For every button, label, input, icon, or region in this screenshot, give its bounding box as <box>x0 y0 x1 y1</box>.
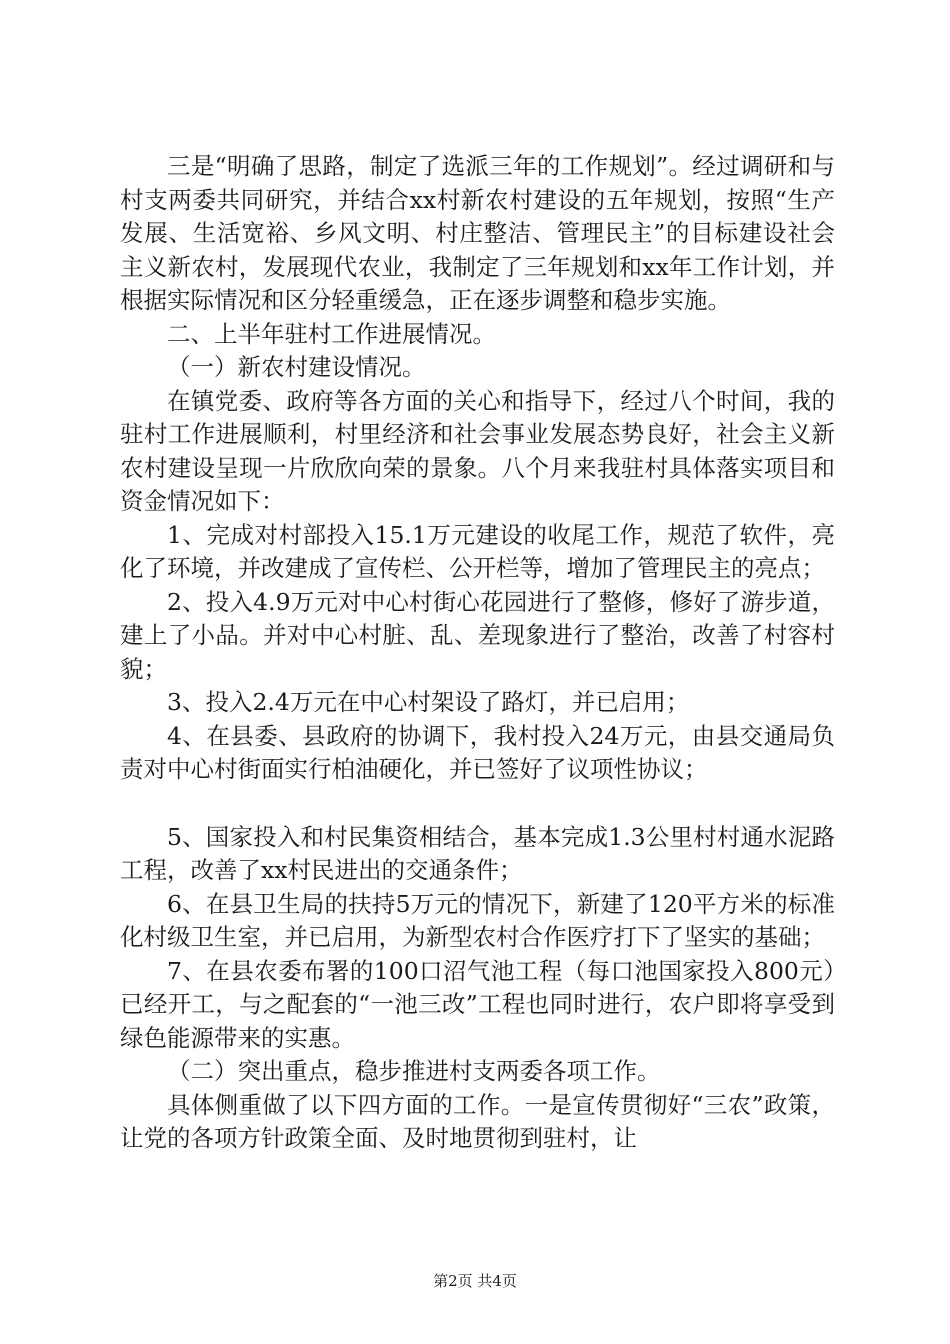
list-item-4: 4、在县委、县政府的协调下，我村投入24万元，由县交通局负责对中心村街面实行柏油硬化，并已签好了议项性协议； <box>120 721 835 783</box>
subsection-heading-priorities: （二）突出重点，稳步推进村支两委各项工作。 <box>167 1057 661 1085</box>
paragraph-plan: 三是“明确了思路，制定了选派三年的工作规划”。经过调研和与村支两委共同研究，并结合xx村新农村建设的五年规划，按照“生产发展、生活宽裕、乡风文明、村庄整洁、管理民主”的目标建设社会主义新农村，发展现代农业，我制定了三年规划和xx年工作计划，并根据实际情况和区分轻重缓急，正在逐步调整和稳步实施。 <box>120 152 835 314</box>
list-item-3: 3、投入2.4万元在中心村架设了路灯，并已启用； <box>167 688 690 716</box>
page-number-footer: 第2页 共4页 <box>433 1272 517 1290</box>
list-item-2: 2、投入4.9万元对中心村街心花园进行了整修，修好了游步道，建上了小品。并对中心村脏、乱、差现象进行了整治，改善了村容村貌； <box>120 587 835 683</box>
paragraph-focus: 具体侧重做了以下四方面的工作。一是宣传贯彻好“三农”政策，让党的各项方针政策全面、及时地贯彻到驻村，让 <box>120 1090 835 1152</box>
list-item-7: 7、在县农委布署的100口沼气池工程（每口池国家投入800元）已经开工，与之配套的“一池三改”工程也同时进行，农户即将享受到绿色能源带来的实惠。 <box>120 956 835 1052</box>
list-item-1: 1、完成对村部投入15.1万元建设的收尾工作，规范了软件，亮化了环境，并改建成了宣传栏、公开栏等，增加了管理民主的亮点； <box>120 520 835 582</box>
subsection-heading-construction: （一）新农村建设情况。 <box>167 353 426 381</box>
document-body <box>120 150 835 1156</box>
section-heading-progress: 二、上半年驻村工作进展情况。 <box>167 319 496 348</box>
paragraph-overview: 在镇党委、政府等各方面的关心和指导下，经过八个时间，我的驻村工作进展顺利，村里经济和社会事业发展态势良好，社会主义新农村建设呈现一片欣欣向荣的景象。八个月来我驻村具体落实项目和资金情况如下： <box>120 386 835 515</box>
list-item-5: 5、国家投入和村民集资相结合，基本完成1.3公里村村通水泥路工程，改善了xx村民进出的交通条件； <box>120 822 835 884</box>
list-item-6: 6、在县卫生局的扶持5万元的情况下，新建了120平方米的标准化村级卫生室，并已启用，为新型农村合作医疗打下了坚实的基础； <box>120 889 835 951</box>
